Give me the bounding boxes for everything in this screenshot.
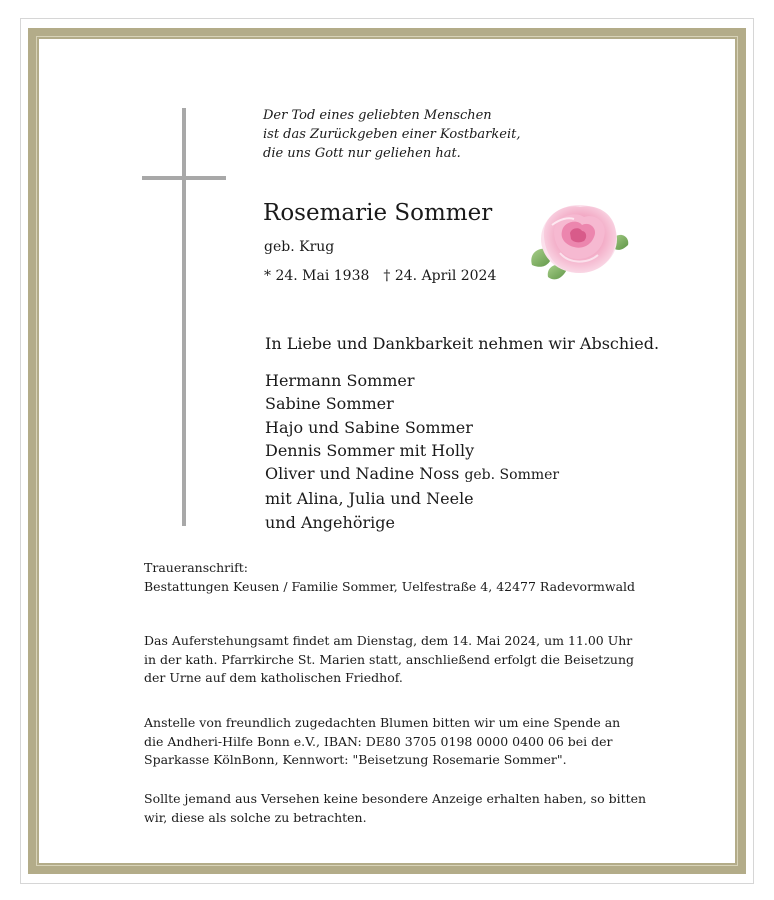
mourner-noss: [265, 462, 559, 487]
quote-line: ist das Zurückgeben einer Kostbarkeit,: [263, 127, 521, 142]
birth-date: * 24. Mai 1938: [264, 268, 370, 284]
notice-line: Sollte jemand aus Versehen keine besondere Anzeige erhalten haben, so bitten: [144, 791, 647, 806]
mourner-maiden-name: geb. Sommer: [464, 467, 560, 484]
mourner: Dennis Sommer mit Holly: [265, 440, 475, 460]
mourner: Hermann Sommer: [265, 371, 415, 390]
service-line: in der kath. Pfarrkirche St. Marien statt, anschließend erfolgt die Beisetzung: [144, 651, 635, 667]
service-block: [144, 632, 644, 688]
mourner: Oliver und Nadine Noss: [265, 464, 460, 484]
address-value: Bestattungen Keusen / Familie Sommer, Uelfestraße 4, 42477 Radevormwald: [144, 578, 636, 594]
mourner: mit Alina, Julia und Neele: [265, 489, 474, 509]
mourner: Hajo und Sabine Sommer: [265, 417, 473, 437]
donation-line: Sparkasse KölnBonn, Kennwort: "Beisetzung Rosemarie Sommer".: [144, 752, 567, 767]
service-line: Das Auferstehungsamt findet am Dienstag, dem 14. Mai 2024, um 11.00 Uhr: [144, 633, 633, 648]
mourners-list: [265, 369, 559, 534]
donation-line: die Andheri-Hilfe Bonn e.V., IBAN: DE80 3705 0198 0000 0400 06 bei der: [144, 733, 613, 749]
death-date: † 24. April 2024: [383, 268, 497, 284]
deceased-name: Rosemarie Sommer: [263, 200, 493, 226]
life-dates: [264, 268, 510, 284]
maiden-name: geb. Krug: [264, 239, 335, 255]
mourner: und Angehörige: [265, 512, 395, 532]
rose-icon: [524, 197, 632, 289]
quote-line: die uns Gott nur geliehen hat.: [263, 146, 461, 161]
address-block: [144, 559, 644, 596]
donation-line: Anstelle von freundlich zugedachten Blumen bitten wir um eine Spende an: [144, 715, 621, 730]
notice-block: [144, 790, 647, 827]
farewell-line: In Liebe und Dankbarkeit nehmen wir Abschied.: [265, 334, 660, 353]
memorial-quote: [263, 106, 520, 163]
cross-vertical-bar: [182, 108, 186, 526]
mourner: Sabine Sommer: [265, 394, 394, 414]
quote-line: Der Tod eines geliebten Menschen: [263, 108, 492, 123]
notice-line: wir, diese als solche zu betrachten.: [144, 809, 367, 825]
service-line: der Urne auf dem katholischen Friedhof.: [144, 670, 403, 685]
cross-horizontal-bar: [142, 176, 226, 180]
address-label: Traueranschrift:: [144, 560, 248, 575]
donation-block: [144, 714, 644, 770]
